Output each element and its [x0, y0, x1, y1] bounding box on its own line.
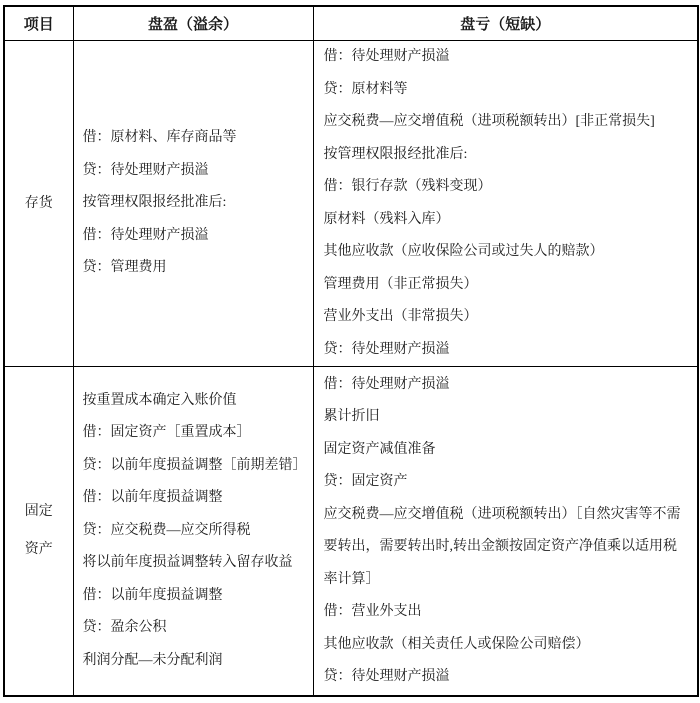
item-label-line: 固定 — [24, 504, 53, 519]
entry-line: 营业外支出（非常损失） — [323, 309, 478, 324]
header-shortage: 盘亏（短缺） — [313, 6, 698, 41]
item-label-line: 资产 — [24, 542, 53, 557]
shortage-entries — [324, 41, 690, 366]
entry-line: 其他应收款（相关责任人或保险公司赔偿） — [323, 636, 590, 652]
entry-line: 贷：盈余公积 — [82, 620, 167, 636]
header-row — [4, 6, 698, 41]
entry-line: 借：以前年度损益调整 — [82, 587, 223, 603]
surplus-entries — [83, 122, 307, 285]
item-label — [5, 185, 73, 223]
inventory-adjustment-table — [3, 5, 699, 697]
entry-line: 管理费用（非正常损失） — [323, 276, 478, 292]
entry-line: 贷：原材料等 — [323, 81, 408, 97]
surplus-cell-inventory — [73, 41, 313, 367]
entry-line: 借：固定资产［重置成本］ — [82, 425, 251, 441]
entry-line: 固定资产减值准备 — [323, 441, 436, 457]
entry-line: 按重置成本确定入账价值 — [82, 392, 237, 408]
entry-line: 累计折旧 — [323, 409, 380, 424]
entry-line: 借：以前年度损益调整 — [82, 490, 223, 506]
entry-line: 将以前年度损益调整转入留存收益 — [82, 555, 293, 571]
surplus-entries — [83, 385, 307, 678]
entry-line: 贷：以前年度损益调整［前期差错］ — [82, 457, 307, 473]
entry-line: 借：原材料、库存商品等 — [82, 130, 237, 146]
entry-line: 其他应收款（应收保险公司或过失人的赔款） — [323, 244, 604, 259]
header-surplus: 盘盈（溢余） — [73, 6, 313, 41]
item-label-line: 存货 — [24, 195, 53, 211]
shortage-cell-inventory — [313, 41, 698, 367]
entry-line: 贷：管理费用 — [82, 260, 167, 276]
entry-line: 贷：待处理财产损溢 — [82, 162, 209, 178]
header-item: 项目 — [4, 6, 73, 41]
item-label-inventory — [4, 41, 73, 367]
entry-line: 按管理权限报经批准后: — [323, 146, 468, 162]
table-row-inventory — [4, 41, 698, 367]
entry-line: 借：待处理财产损溢 — [82, 227, 209, 243]
item-label-fixed-assets — [4, 367, 73, 697]
entry-line: 借：待处理财产损溢 — [323, 376, 450, 392]
entry-line: 应交税费—应交增值税（进项税额转出）［自然灾害等不需要转出，需要转出时,转出金额按固定资产净值乘以适用税率计算］ — [323, 506, 681, 587]
entry-line: 贷：待处理财产损溢 — [323, 669, 450, 684]
entry-line: 借：待处理财产损溢 — [323, 49, 450, 64]
entry-line: 借：营业外支出 — [323, 604, 422, 619]
shortage-entries — [324, 369, 690, 694]
entry-line: 按管理权限报经批准后: — [82, 195, 227, 211]
entry-line: 应交税费—应交增值税（进项税额转出）[非正常损失] — [323, 114, 655, 129]
surplus-cell-fixed-assets — [73, 367, 313, 697]
entry-line: 借：银行存款（残料变现） — [323, 179, 492, 194]
entry-line: 利润分配—未分配利润 — [82, 652, 223, 668]
entry-line: 原材料（残料入库） — [323, 211, 450, 227]
entry-line: 贷：待处理财产损溢 — [323, 341, 450, 357]
entry-line: 贷：应交税费—应交所得税 — [82, 522, 251, 538]
item-label — [5, 493, 73, 569]
table-row-fixed-assets — [4, 367, 698, 697]
entry-line: 贷：固定资产 — [323, 474, 408, 489]
shortage-cell-fixed-assets — [313, 367, 698, 697]
